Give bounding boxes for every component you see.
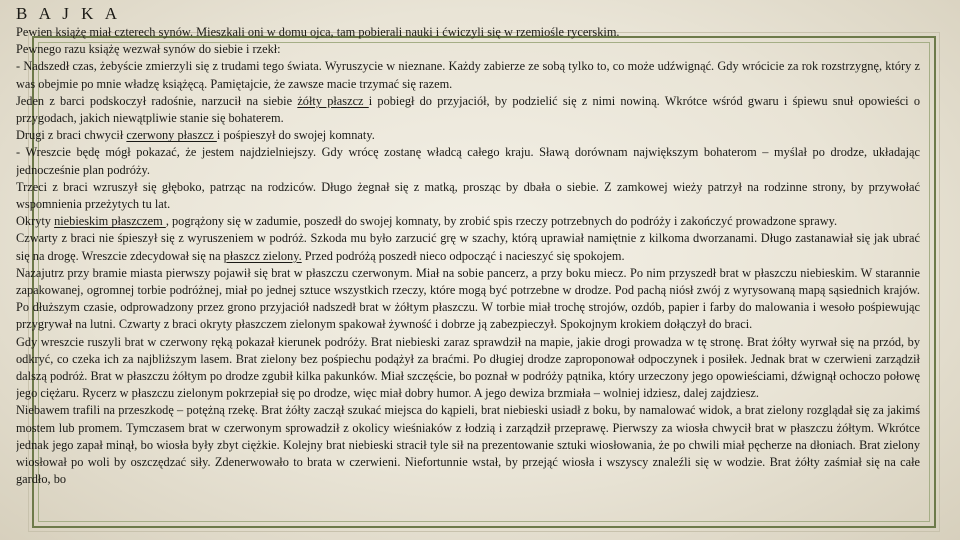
text-segment: Przed podróżą poszedł nieco odpocząć i nacieszyć się spokojem. xyxy=(301,248,625,263)
text-segment: i pobiegł do przyjaciół, by podzielić się z nimi nowiną. Wkrótce wśród gwaru i śpiewu snuł opowieści o przygodach, jakich niewątpliwie stanie się bohaterem. xyxy=(16,93,920,126)
paragraph xyxy=(16,179,920,213)
text-segment: , pogrążony się w zadumie, poszedł do swojej komnaty, by zrobić spis rzeczy potrzebnych do podróży i zakończyć prowadzone sprawy. xyxy=(165,214,838,229)
text-segment: Jeden z barci podskoczył radośnie, narzucił na siebie xyxy=(16,93,298,108)
text-segment: i pośpieszył do swojej komnaty. xyxy=(216,128,375,143)
paragraph xyxy=(16,127,920,144)
underlined-phrase: czerwony płaszcz xyxy=(126,128,217,143)
text-segment: - Wreszcie będę mógł pokazać, że jestem najdzielniejszy. Gdy wrócę zostanę władcą całego kraju. Sławą dorównam największym bohaterom – myślał po drodze, układając jednocześnie plan podróży. xyxy=(16,145,920,177)
text-segment: Drugi z braci chwycił xyxy=(16,128,127,143)
paragraph xyxy=(16,213,920,230)
underlined-phrase: niebieskim płaszczem xyxy=(54,214,166,229)
paragraph xyxy=(16,144,920,178)
text-segment: Niebawem trafili na przeszkodę – potężną rzekę. Brat żółty zaczął szukać miejsca do kąpieli, brat niebieski usiadł z boku, by namalować widok, a brat zielony rozglądał się za jakimś mostem lub promem. Tymczasem brat w czerwonym sprowadził z okolicy wieśniaków z łodzią i zarządził przeprawę. Pierwszy za wiosła chwycił brat w płaszczu żółtym. Wkrótce jednak jego zapał minął, bo wiosła były zbyt ciężkie. Kolejny brat niebieski stracił tyle sił na prezentowanie sztuki wiosłowania, że po chwili miał pęcherze na dłoniach. Brat zielony wiosłował po woli by oszczędzać siły. Zdenerwowało to brata w czerwieni. Niefortunnie wstał, by przejąć wiosła i wszyscy znaleźli się w wodzie. Brat żółty zaśmiał się na całe gardło, bo xyxy=(16,403,920,487)
story-body xyxy=(16,24,920,488)
paragraph xyxy=(16,58,920,92)
text-segment: - Nadszedł czas, żebyście zmierzyli się z trudami tego świata. Wyruszycie w nieznane. Każdy zabierze ze sobą tylko to, co może udźwignąć. Gdy wrócicie za rok rozstrzygnę, który z was obejmie po mnie władzę książęcą. Pamiętajcie, że zawsze macie trzymać się razem. xyxy=(16,59,920,91)
text-segment: Pewnego razu książę wezwał synów do siebie i rzekł: xyxy=(16,42,281,57)
page-title: B A J K A xyxy=(16,4,121,23)
underlined-phrase: żółty płaszcz xyxy=(297,93,369,108)
paragraph xyxy=(16,41,920,58)
underlined-phrase: płaszcz zielony. xyxy=(223,248,302,263)
text-segment: Czwarty z braci nie śpieszył się z wyruszeniem w podróż. Szkoda mu było zarzucić grę w szachy, którą uprawiał namiętnie z kilkoma dworzanami. Długo zastanawiał się jak ubrać się na drogę. Wreszcie zdecydował się na xyxy=(16,231,920,263)
paragraph xyxy=(16,230,920,264)
paragraph xyxy=(16,334,920,403)
paragraph xyxy=(16,402,920,488)
text-segment: Pewien książę miał czterech synów. Mieszkali oni w domu ojca, tam pobierali nauki i ćwiczyli się w rzemiośle rycerskim. xyxy=(16,25,620,39)
text-segment: Nazajutrz przy bramie miasta pierwszy pojawił się brat w płaszczu czerwonym. Miał na sobie pancerz, a przy boku miecz. Po nim przyszedł brat w płaszczu niebieskim. W starannie zapakowanej, ogromnej torbie podróżnej, miał po jednej sztuce wszystkich rzeczy, które mogą być potrzebne w drodze. Pod pachą niósł zwój z wyrysowaną mapą sąsiednich krajów. Po dłuższym czasie, odprowadzony przez grono przyjaciół nadszedł brat w żółtym płaszczu. W torbie miał trochę strojów, ozdób, papier i farby do malowania i wesoło pośpiewując przygrywał na lutni. Czwarty z braci okryty płaszczem zielonym spakował żywność i dobrze ją zabezpieczył. Spokojnym krokiem dołączył do braci. xyxy=(16,265,920,332)
document-text xyxy=(16,0,920,540)
text-segment: Trzeci z braci wzruszył się głęboko, patrząc na rodziców. Długo żegnał się z matką, prosząc by dbała o siebie. Z zamkowej wieży patrzył na rodzinne strony, by przywołać wspomnienia przeżytych tu lat. xyxy=(16,179,920,212)
paragraph xyxy=(16,265,920,334)
text-segment: Okryty xyxy=(16,214,55,229)
text-segment: Gdy wreszcie ruszyli brat w czerwony ręką pokazał kierunek podróży. Brat niebieski zaraz sprawdził na mapie, jakie drogi prowadza w tę stronę. Brat żółty wyrwał się na przód, by odkryć, co czeka ich za najbliższym lasem. Brat zielony bez pośpiechu podążył za braćmi. Po długiej drodze zaproponował odpoczynek i posiłek. Jednak brat w czerwieni zarządził dalszą podróż. Brat w płaszczu żółtym po drodze zgubił kilka pakunków. Miał szczęście, bo poznał w podróży pątnika, który urzeczony jego opowieściami, dźwignął ochoczo połowę jego ciężaru. Rycerz w płaszczu zielonym pokrzepiał się po drodze, więc miał dobry humor. A jego dewiza brzmiała – wolniej idziesz, dalej zajdziesz. xyxy=(16,334,920,401)
paragraph xyxy=(16,93,920,127)
paragraph xyxy=(16,24,920,41)
